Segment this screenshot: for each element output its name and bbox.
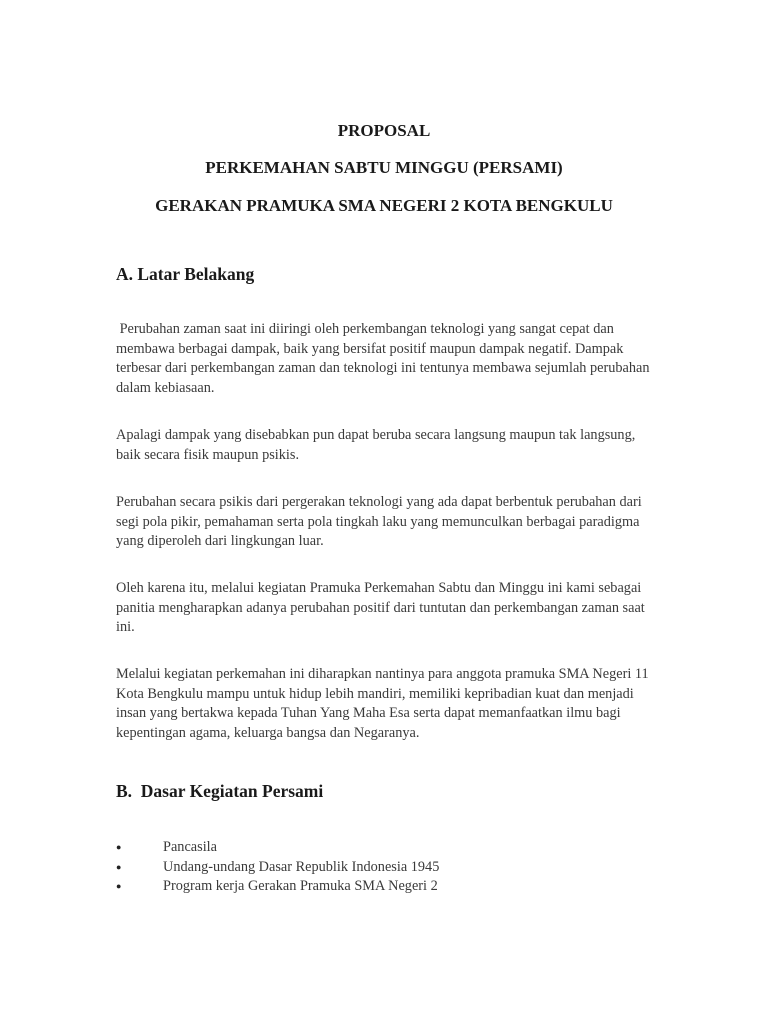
proposal-title: PROPOSAL — [337, 121, 431, 140]
bullet-icon: ● — [116, 881, 122, 891]
paragraph: Perubahan zaman saat ini diiringi oleh perkembangan teknologi yang sangat cepat dan membawa berbagai dampak, baik yang bersifat positif maupun dampak negatif. Dampak terbesar dari perkembangan zaman dan teknologi ini tentunya membawa sejumlah perubahan dalam kebiasaan. — [116, 321, 654, 396]
section-a-heading: A. Latar Belakang — [116, 264, 255, 284]
list-item-text: Program kerja Gerakan Pramuka SMA Negeri 2 — [163, 878, 438, 894]
organizer-title: GERAKAN PRAMUKA SMA NEGERI 2 KOTA BENGKULU — [155, 196, 613, 215]
paragraph: Perubahan secara psikis dari pergerakan teknologi yang ada dapat berbentuk perubahan dari segi pola pikir, pemahaman serta pola tingkah laku yang memunculkan berbagai paradigma yang diperoleh dari lingkungan luar. — [116, 494, 646, 549]
paragraph: Apalagi dampak yang disebabkan pun dapat beruba secara langsung maupun tak langsung, baik secara fisik maupun psikis. — [116, 427, 639, 463]
list-item — [116, 858, 439, 878]
basis-list — [116, 838, 439, 897]
list-item-text: Undang-undang Dasar Republik Indonesia 1945 — [163, 858, 440, 875]
list-item-text: Pancasila — [163, 839, 217, 855]
list-item — [116, 838, 439, 858]
paragraph: Oleh karena itu, melalui kegiatan Pramuka Perkemahan Sabtu dan Minggu ini kami sebagai panitia mengharapkan adanya perubahan positif dari tuntutan dan perkembangan zaman saat ini. — [116, 580, 649, 635]
event-title: PERKEMAHAN SABTU MINGGU (PERSAMI) — [205, 158, 563, 177]
bullet-icon: ● — [116, 861, 122, 872]
section-b-heading: B. Dasar Kegiatan Persami — [116, 781, 324, 801]
list-item — [116, 877, 439, 897]
paragraph: Melalui kegiatan perkemahan ini diharapkan nantinya para anggota pramuka SMA Negeri 11 Kota Bengkulu mampu untuk hidup lebih mandiri, memiliki kepribadian kuat dan menjadi insan yang bertakwa kepada Tuhan Yang Maha Esa serta dapat memanfaatkan ilmu bagi kepentingan agama, keluarga bangsa dan Negaranya. — [116, 666, 653, 741]
bullet-icon: ● — [116, 842, 122, 852]
